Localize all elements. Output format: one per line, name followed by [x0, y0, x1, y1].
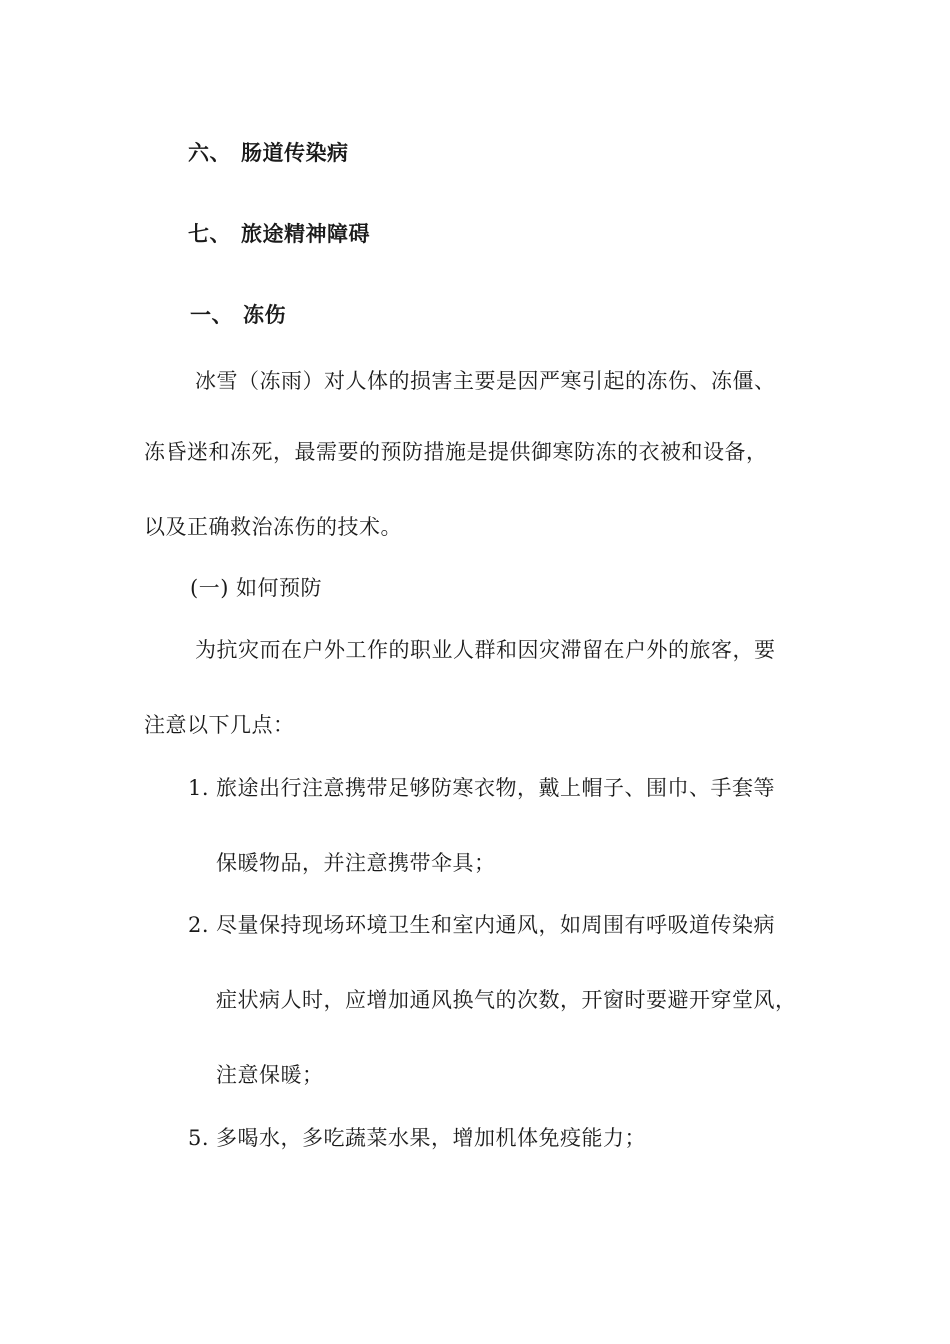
list-line: 多喝水，多吃蔬菜水果，增加机体免疫能力； — [216, 1126, 646, 1150]
list-item-2-cont-2: 注意保暖； — [216, 1063, 324, 1087]
heading-number: 一、 — [190, 303, 233, 327]
list-number: 1. — [188, 776, 210, 800]
list-item-5 — [188, 1123, 646, 1153]
heading-text: 冻伤 — [243, 303, 286, 327]
list-number: 2. — [188, 913, 210, 937]
list-line: 尽量保持现场环境卫生和室内通风，如周围有呼吸道传染病 — [216, 913, 775, 937]
heading-six — [188, 138, 349, 168]
heading-frostbite — [190, 300, 286, 330]
heading-seven — [188, 219, 370, 249]
intro-line-2: 冻昏迷和冻死，最需要的预防措施是提供御寒防冻的衣被和设备， — [144, 440, 768, 464]
list-number: 5. — [188, 1126, 210, 1150]
list-item-2 — [188, 910, 775, 940]
heading-text: 旅途精神障碍 — [241, 222, 370, 246]
intro-line-1: 冰雪（冻雨）对人体的损害主要是因严寒引起的冻伤、冻僵、 — [195, 369, 776, 393]
para2-line-2: 注意以下几点： — [144, 713, 295, 737]
list-item-2-cont-1: 症状病人时，应增加通风换气的次数，开窗时要避开穿堂风， — [216, 988, 797, 1012]
list-line: 旅途出行注意携带足够防寒衣物，戴上帽子、围巾、手套等 — [216, 776, 775, 800]
heading-text: 肠道传染病 — [241, 141, 349, 165]
heading-number: 六、 — [188, 141, 231, 165]
list-item-1 — [188, 773, 775, 803]
para2-line-1: 为抗灾而在户外工作的职业人群和因灾滞留在户外的旅客，要 — [195, 638, 776, 662]
intro-line-3: 以及正确救治冻伤的技术。 — [144, 515, 402, 539]
list-item-1-cont: 保暖物品，并注意携带伞具； — [216, 851, 496, 875]
heading-number: 七、 — [188, 222, 231, 246]
subheading-prevention: (一) 如何预防 — [190, 576, 323, 600]
